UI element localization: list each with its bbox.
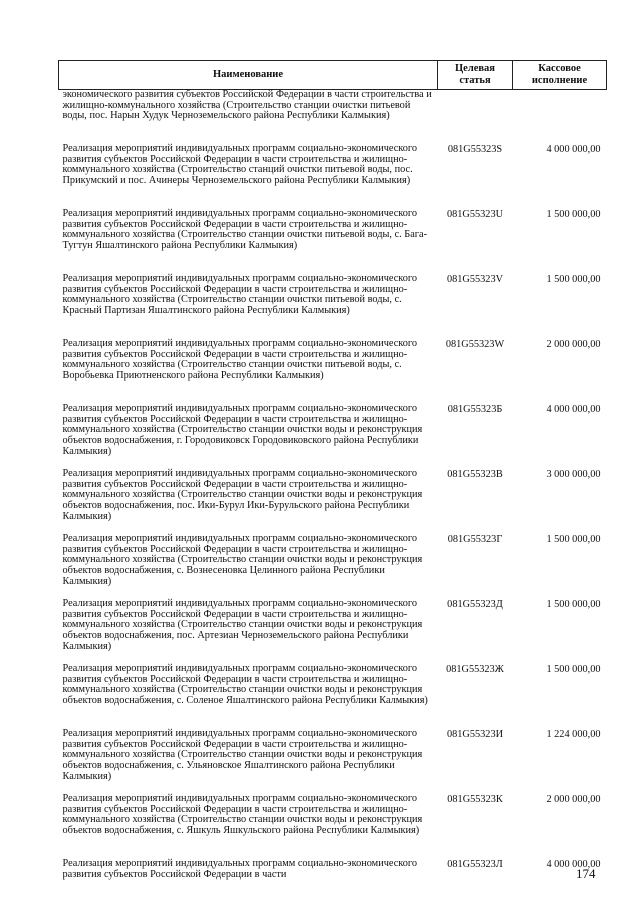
row-amount: 3 000 000,00: [546, 469, 601, 480]
row-name: Реализация мероприятий индивидуальных программ социально-экономического развития субъектов Российской Федерации в части строительства и жилищно-коммунального хозяйства (Строительство станции очистки воды и реконструкция объектов водоснабжения, с. Вознесеновка Целинного района Республики Калмыкия): [62, 533, 423, 587]
table-header-row: [59, 61, 607, 90]
row-name: Реализация мероприятий индивидуальных программ социально-экономического развития субъектов Российской Федерации в части строительства и жилищно-коммунального хозяйства (Строительство станции очистки воды и реконструкция объектов водоснабжения, пос. Ики-Бурул Ики-Бурульского района Республики Калмыкия): [62, 468, 423, 522]
row-name: Реализация мероприятий индивидуальных программ социально-экономического развития субъектов Российской Федерации в части строительства и жилищно-коммунального хозяйства (Строительство станции очистки воды и реконструкция объектов водоснабжения, с. Соленое Яшалтинского района Республики Калмыкия): [62, 663, 428, 707]
row-code: 081G55323В: [447, 469, 503, 480]
row-code: 081G55323Б: [447, 404, 503, 415]
table-row: [59, 534, 607, 599]
row-code: 081G55323Л: [447, 859, 503, 870]
row-name: Реализация мероприятий индивидуальных программ социально-экономического развития субъектов Российской Федерации в части строительства и жилищно-коммунального хозяйства (Строительство станции очистки питьевой воды, с. Бага-Тугтун Яшалтинского района Республики Калмыкия): [62, 208, 428, 252]
row-amount: 2 000 000,00: [546, 339, 601, 350]
row-amount: 2 000 000,00: [546, 794, 601, 805]
row-name: Реализация мероприятий индивидуальных программ социально-экономического развития субъектов Российской Федерации в части строительства и жилищно-коммунального хозяйства (Строительство станции очистки воды и реконструкция объектов водоснабжения, г. Городовиковск Городовиковского района Республики Калмыкия): [62, 403, 423, 457]
row-name: Реализация мероприятий индивидуальных программ социально-экономического развития субъектов Российской Федерации в части строительства и жилищно-коммунального хозяйства (Строительство станции очистки питьевой воды, с. Красный Партизан Яшалтинского района Республики Калмыкия): [62, 273, 418, 317]
row-amount: 1 500 000,00: [546, 599, 601, 610]
row-amount: [513, 90, 607, 145]
header-code: Целевая статья: [438, 61, 513, 90]
table-row: [59, 339, 607, 404]
row-name: экономического развития субъектов Российской Федерации в части строительства и жилищно-коммунального хозяйства (Строительство станции очистки питьевой воды, пос. Нарын Худук Черноземельского района Республики Калмыкия): [62, 89, 432, 122]
table-row: [59, 469, 607, 534]
table-row: [59, 274, 607, 339]
table-row-continuation: [59, 90, 607, 145]
table-row: [59, 144, 607, 209]
row-code: 081G55323U: [446, 209, 504, 220]
row-amount: 4 000 000,00: [546, 404, 601, 415]
row-name: Реализация мероприятий индивидуальных программ социально-экономического развития субъектов Российской Федерации в части строительства и жилищно-коммунального хозяйства (Строительство станции очистки воды и реконструкция объектов водоснабжения, с. Ульяновское Яшалтинского района Республики Калмыкия): [62, 728, 423, 782]
row-name: Реализация мероприятий индивидуальных программ социально-экономического развития субъектов Российской Федерации в части строительства и жилищно-коммунального хозяйства (Строительство станции очистки питьевой воды, с. Воробьевка Приютненского района Республики Калмыкия): [62, 338, 418, 382]
row-code: 081G55323Ж: [446, 664, 504, 675]
row-code: [438, 90, 513, 145]
row-amount: 1 500 000,00: [546, 664, 601, 675]
row-code: 081G55323W: [445, 339, 505, 350]
table-row: [59, 859, 607, 882]
row-code: 081G55323V: [446, 274, 504, 285]
row-code: 081G55323Г: [447, 534, 503, 545]
page-number: 174: [576, 866, 596, 881]
row-name: Реализация мероприятий индивидуальных программ социально-экономического развития субъектов Российской Федерации в части строительства и жилищно-коммунального хозяйства (Строительство станции очистки воды и реконструкция объектов водоснабжения, пос. Артезиан Черноземельского района Республики Калмыкия): [62, 598, 423, 652]
row-amount: 1 500 000,00: [546, 534, 601, 545]
row-amount: 4 000 000,00: [546, 859, 601, 870]
row-code: 081G55323Д: [447, 599, 503, 610]
table-row: [59, 794, 607, 859]
row-name: Реализация мероприятий индивидуальных программ социально-экономического развития субъектов Российской Федерации в части строительства и жилищно-коммунального хозяйства (Строительство станции очистки воды и реконструкция объектов водоснабжения, с. Яшкуль Яшкульского района Республики Калмыкия): [62, 793, 423, 837]
row-amount: 4 000 000,00: [546, 144, 601, 155]
table-row: [59, 209, 607, 274]
row-amount: 1 500 000,00: [546, 274, 601, 285]
table-row: [59, 404, 607, 469]
header-name: Наименование: [59, 61, 438, 90]
row-code: 081G55323И: [446, 729, 504, 740]
table-row: [59, 664, 607, 729]
header-amount: Кассовое исполнение: [513, 61, 607, 90]
row-code: 081G55323К: [447, 794, 503, 805]
row-amount: 1 224 000,00: [546, 729, 601, 740]
row-code: 081G55323S: [447, 144, 503, 155]
budget-execution-table: [58, 60, 607, 882]
row-amount: 1 500 000,00: [546, 209, 601, 220]
row-name: Реализация мероприятий индивидуальных программ социально-экономического развития субъектов Российской Федерации в части строительства и жилищно-коммунального хозяйства (Строительство станций очистки питьевой воды, пос. Прикумский и пос. Ачинеры Черноземельского района Республики Калмыкия): [62, 143, 418, 187]
table-row: [59, 729, 607, 794]
row-name: Реализация мероприятий индивидуальных программ социально-экономического развития субъектов Российской Федерации в части: [62, 858, 418, 880]
table-row: [59, 599, 607, 664]
